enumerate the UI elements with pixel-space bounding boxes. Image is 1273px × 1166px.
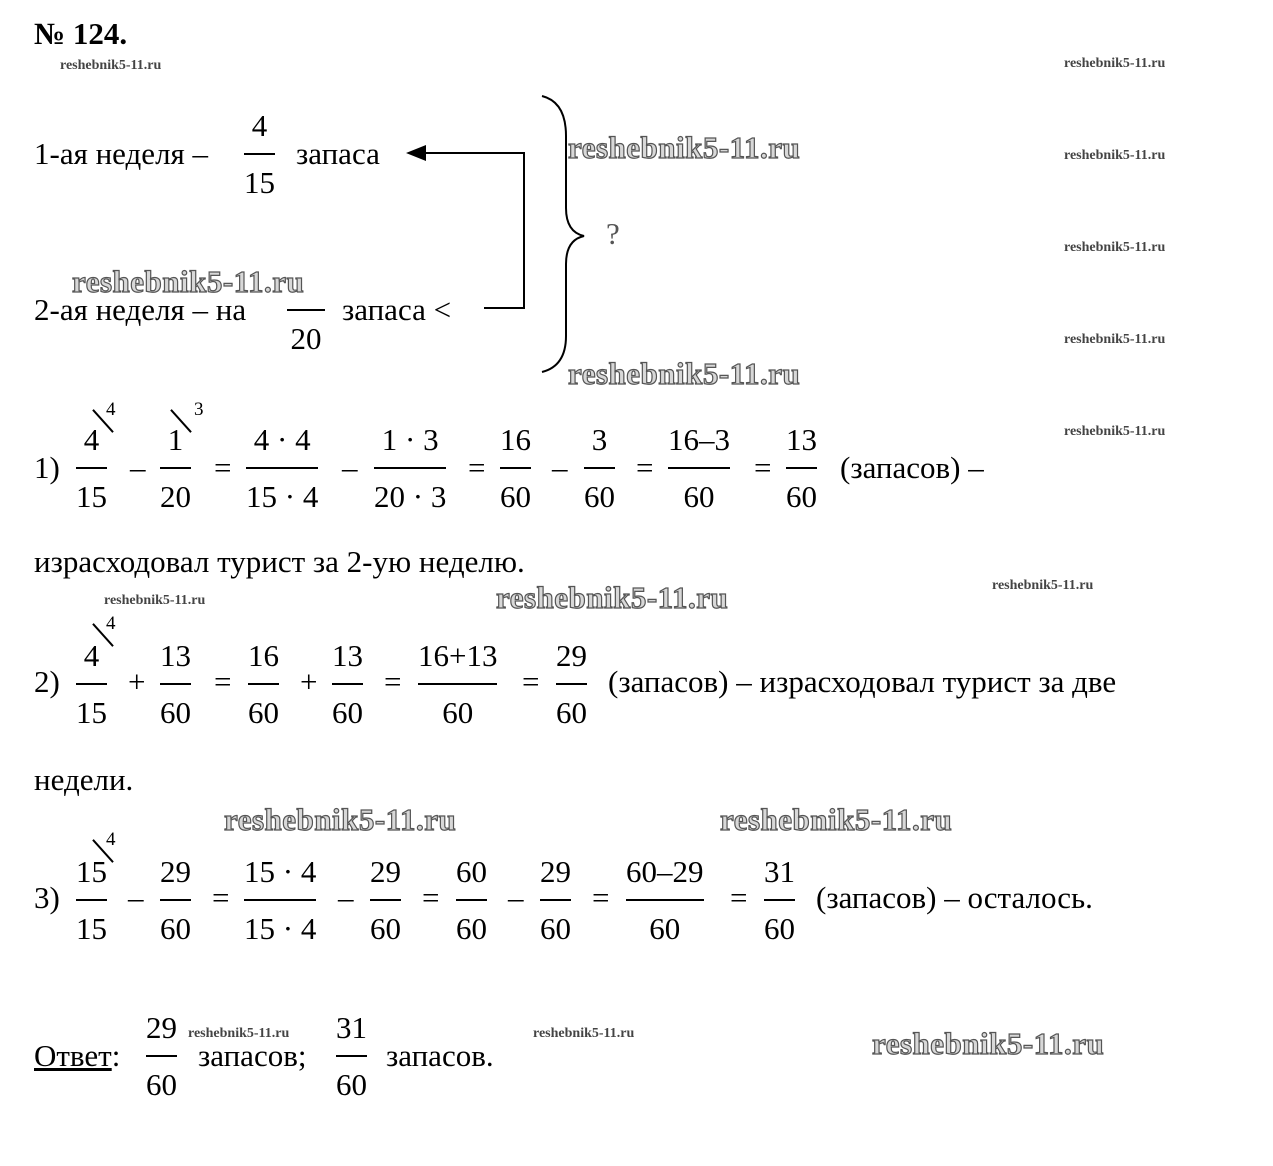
step3-fraction-6: 29 60 — [540, 854, 571, 946]
step1-fraction-8: 13 60 — [786, 422, 817, 514]
step1-fraction-7: 16–3 60 — [668, 422, 730, 514]
step2-fraction-4: 13 60 — [332, 638, 363, 730]
minus-sign: – — [130, 450, 146, 485]
step2-fraction-2: 13 60 — [160, 638, 191, 730]
step2-tail: (запасов) – израсходовал турист за две — [608, 664, 1117, 699]
equals-sign: = — [214, 450, 232, 485]
week1-fraction: 4 15 — [244, 108, 275, 200]
step1-line2: израсходовал турист за 2-ую неделю. — [34, 544, 525, 579]
watermark-large: reshebnik5-11.ru — [568, 130, 801, 165]
week2-tail: запаса < — [342, 292, 452, 327]
equals-sign: = — [636, 450, 654, 485]
week1-tail: запаса — [296, 136, 380, 171]
minus-sign: – — [508, 880, 524, 915]
watermark-large: reshebnik5-11.ru — [872, 1026, 1105, 1061]
watermark-small: reshebnik5-11.ru — [992, 578, 1094, 593]
watermark-small: reshebnik5-11.ru — [104, 593, 206, 608]
equals-sign: = — [422, 880, 440, 915]
watermark-small: reshebnik5-11.ru — [60, 58, 162, 73]
watermark-large: reshebnik5-11.ru — [568, 356, 801, 391]
step3-tail: (запасов) – осталось. — [816, 880, 1093, 915]
step2-number: 2) — [34, 664, 60, 699]
equals-sign: = — [212, 880, 230, 915]
plus-sign: + — [128, 664, 146, 699]
equals-sign: = — [592, 880, 610, 915]
week1-label: 1-ая неделя – — [34, 136, 209, 171]
watermark-small: reshebnik5-11.ru — [1064, 148, 1166, 163]
watermark-large: reshebnik5-11.ru — [72, 264, 305, 299]
step1-fraction-2: 1 20 — [160, 422, 191, 514]
equals-sign: = — [468, 450, 486, 485]
step2-fraction-1: 4 15 — [76, 638, 107, 730]
answer-text-2: запасов. — [386, 1038, 494, 1073]
watermark-small: reshebnik5-11.ru — [188, 1026, 290, 1041]
week2-label: 2-ая неделя – на — [34, 292, 247, 327]
step2-line2: недели. — [34, 762, 134, 797]
step3-fraction-8: 31 60 — [764, 854, 795, 946]
step3-fraction-4: 29 60 — [370, 854, 401, 946]
watermark-large: reshebnik5-11.ru — [720, 802, 953, 837]
step1-fraction-1: 4 15 — [76, 422, 107, 514]
answer-label: Ответ: — [34, 1038, 121, 1073]
equals-sign: = — [214, 664, 232, 699]
step1-fraction-4: 1 · 3 20 · 3 — [374, 422, 447, 514]
minus-sign: – — [552, 450, 568, 485]
step1-fraction-6: 3 60 — [584, 422, 615, 514]
watermark-small: reshebnik5-11.ru — [1064, 332, 1166, 347]
week2-fraction: 20 — [287, 266, 325, 354]
watermark-small: reshebnik5-11.ru — [1064, 424, 1166, 439]
watermark-small: reshebnik5-11.ru — [1064, 240, 1166, 255]
step2-fraction-5: 16+13 60 — [418, 638, 498, 730]
answer-text-1: запасов; — [198, 1038, 307, 1073]
step2-fraction-3: 16 60 — [248, 638, 279, 730]
step3-number: 3) — [34, 880, 60, 915]
equals-sign: = — [730, 880, 748, 915]
step3-fraction-5: 60 60 — [456, 854, 487, 946]
answer-fraction-2: 31 60 — [336, 1010, 367, 1102]
equals-sign: = — [754, 450, 772, 485]
watermark-large: reshebnik5-11.ru — [496, 580, 729, 615]
step3-fraction-3: 15 · 4 15 · 4 — [244, 854, 317, 946]
answer-fraction-1: 29 60 — [146, 1010, 177, 1102]
step1-fraction-3: 4 · 4 15 · 4 — [246, 422, 319, 514]
problem-number: № 124. — [34, 16, 128, 51]
watermark-small: reshebnik5-11.ru — [533, 1026, 635, 1041]
equals-sign: = — [384, 664, 402, 699]
equals-sign: = — [522, 664, 540, 699]
scheme-arrow — [0, 0, 620, 400]
step3-fraction-2: 29 60 — [160, 854, 191, 946]
step2-fraction-6: 29 60 — [556, 638, 587, 730]
step3-fraction-7: 60–29 60 — [626, 854, 704, 946]
step1-fraction-5: 16 60 — [500, 422, 531, 514]
question-mark: ? — [606, 216, 620, 251]
step1-number: 1) — [34, 450, 60, 485]
step1-tail: (запасов) – — [840, 450, 984, 485]
minus-sign: – — [342, 450, 358, 485]
minus-sign: – — [128, 880, 144, 915]
watermark-small: reshebnik5-11.ru — [1064, 56, 1166, 71]
plus-sign: + — [300, 664, 318, 699]
step3-fraction-1: 15 15 — [76, 854, 107, 946]
watermark-large: reshebnik5-11.ru — [224, 802, 457, 837]
minus-sign: – — [338, 880, 354, 915]
